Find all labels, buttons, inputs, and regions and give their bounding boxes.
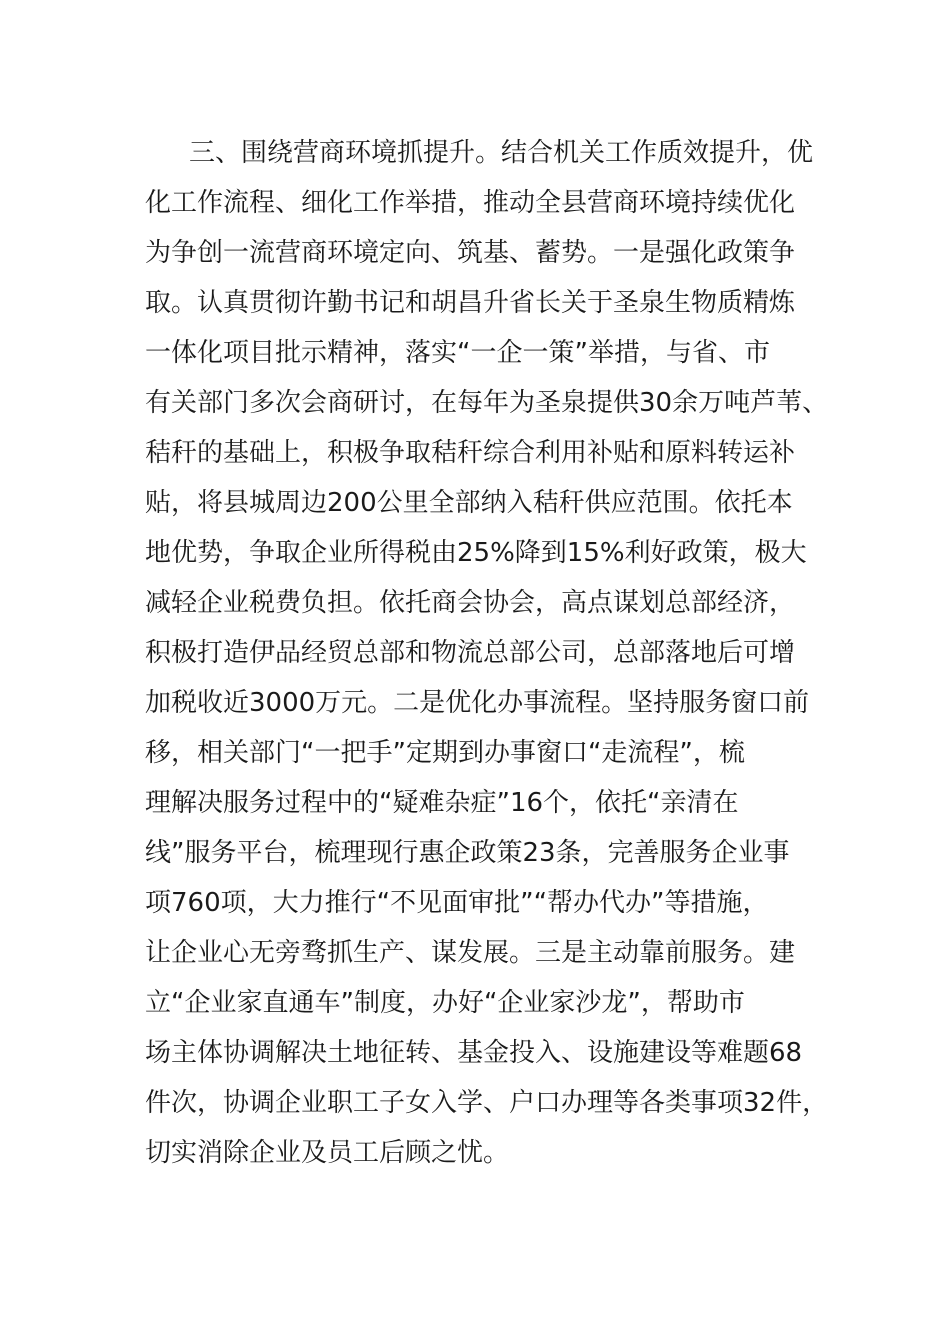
paragraph-line: 理解决服务过程中的“疑难杂症”16个，依托“亲清在: [145, 788, 739, 818]
paragraph-line: 切实消除企业及员工后顾之忧。: [145, 1138, 510, 1168]
body-paragraph: [145, 128, 835, 1178]
paragraph-line: 让企业心无旁骛抓生产、谋发展。三是主动靠前服务。建: [145, 938, 796, 968]
paragraph-line: 化工作流程、细化工作举措，推动全县营商环境持续优化: [145, 188, 796, 218]
paragraph-line: 有关部门多次会商研讨，在每年为圣泉提供30余万吨芦苇、: [145, 388, 829, 418]
paragraph-line: 减轻企业税费负担。依托商会协会，高点谋划总部经济，: [145, 588, 796, 618]
paragraph-line: 地优势，争取企业所得税由25%降到15%利好政策，极大: [145, 538, 807, 568]
paragraph-line: 贴，将县城周边200公里全部纳入秸秆供应范围。依托本: [145, 488, 793, 518]
paragraph-line: 取。认真贯彻许勤书记和胡昌升省长关于圣泉生物质精炼: [145, 288, 796, 318]
paragraph-line: 三、围绕营商环境抓提升。结合机关工作质效提升，优: [189, 138, 814, 168]
paragraph-line: 秸秆的基础上，积极争取秸秆综合利用补贴和原料转运补: [145, 438, 796, 468]
paragraph-line: 场主体协调解决土地征转、基金投入、设施建设等难题68: [145, 1038, 803, 1068]
paragraph-line: 立“企业家直通车”制度，办好“企业家沙龙”，帮助市: [145, 988, 745, 1018]
paragraph-line: 加税收近3000万元。二是优化办事流程。坚持服务窗口前: [145, 688, 810, 718]
paragraph-line: 为争创一流营商环境定向、筑基、蓄势。一是强化政策争: [145, 238, 796, 268]
paragraph-line: 积极打造伊品经贸总部和物流总部公司，总部落地后可增: [145, 638, 796, 668]
paragraph-line: 一体化项目批示精神，落实“一企一策”举措，与省、市: [145, 338, 770, 368]
paragraph-line: 线”服务平台，梳理现行惠企政策23条，完善服务企业事: [145, 838, 790, 868]
paragraph-line: 项760项，大力推行“不见面审批”“帮办代办”等措施，: [145, 888, 769, 918]
paragraph-line: 移，相关部门“一把手”定期到办事窗口“走流程”，梳: [145, 738, 745, 768]
paragraph-line: 件次，协调企业职工子女入学、户口办理等各类事项32件，: [145, 1088, 829, 1118]
